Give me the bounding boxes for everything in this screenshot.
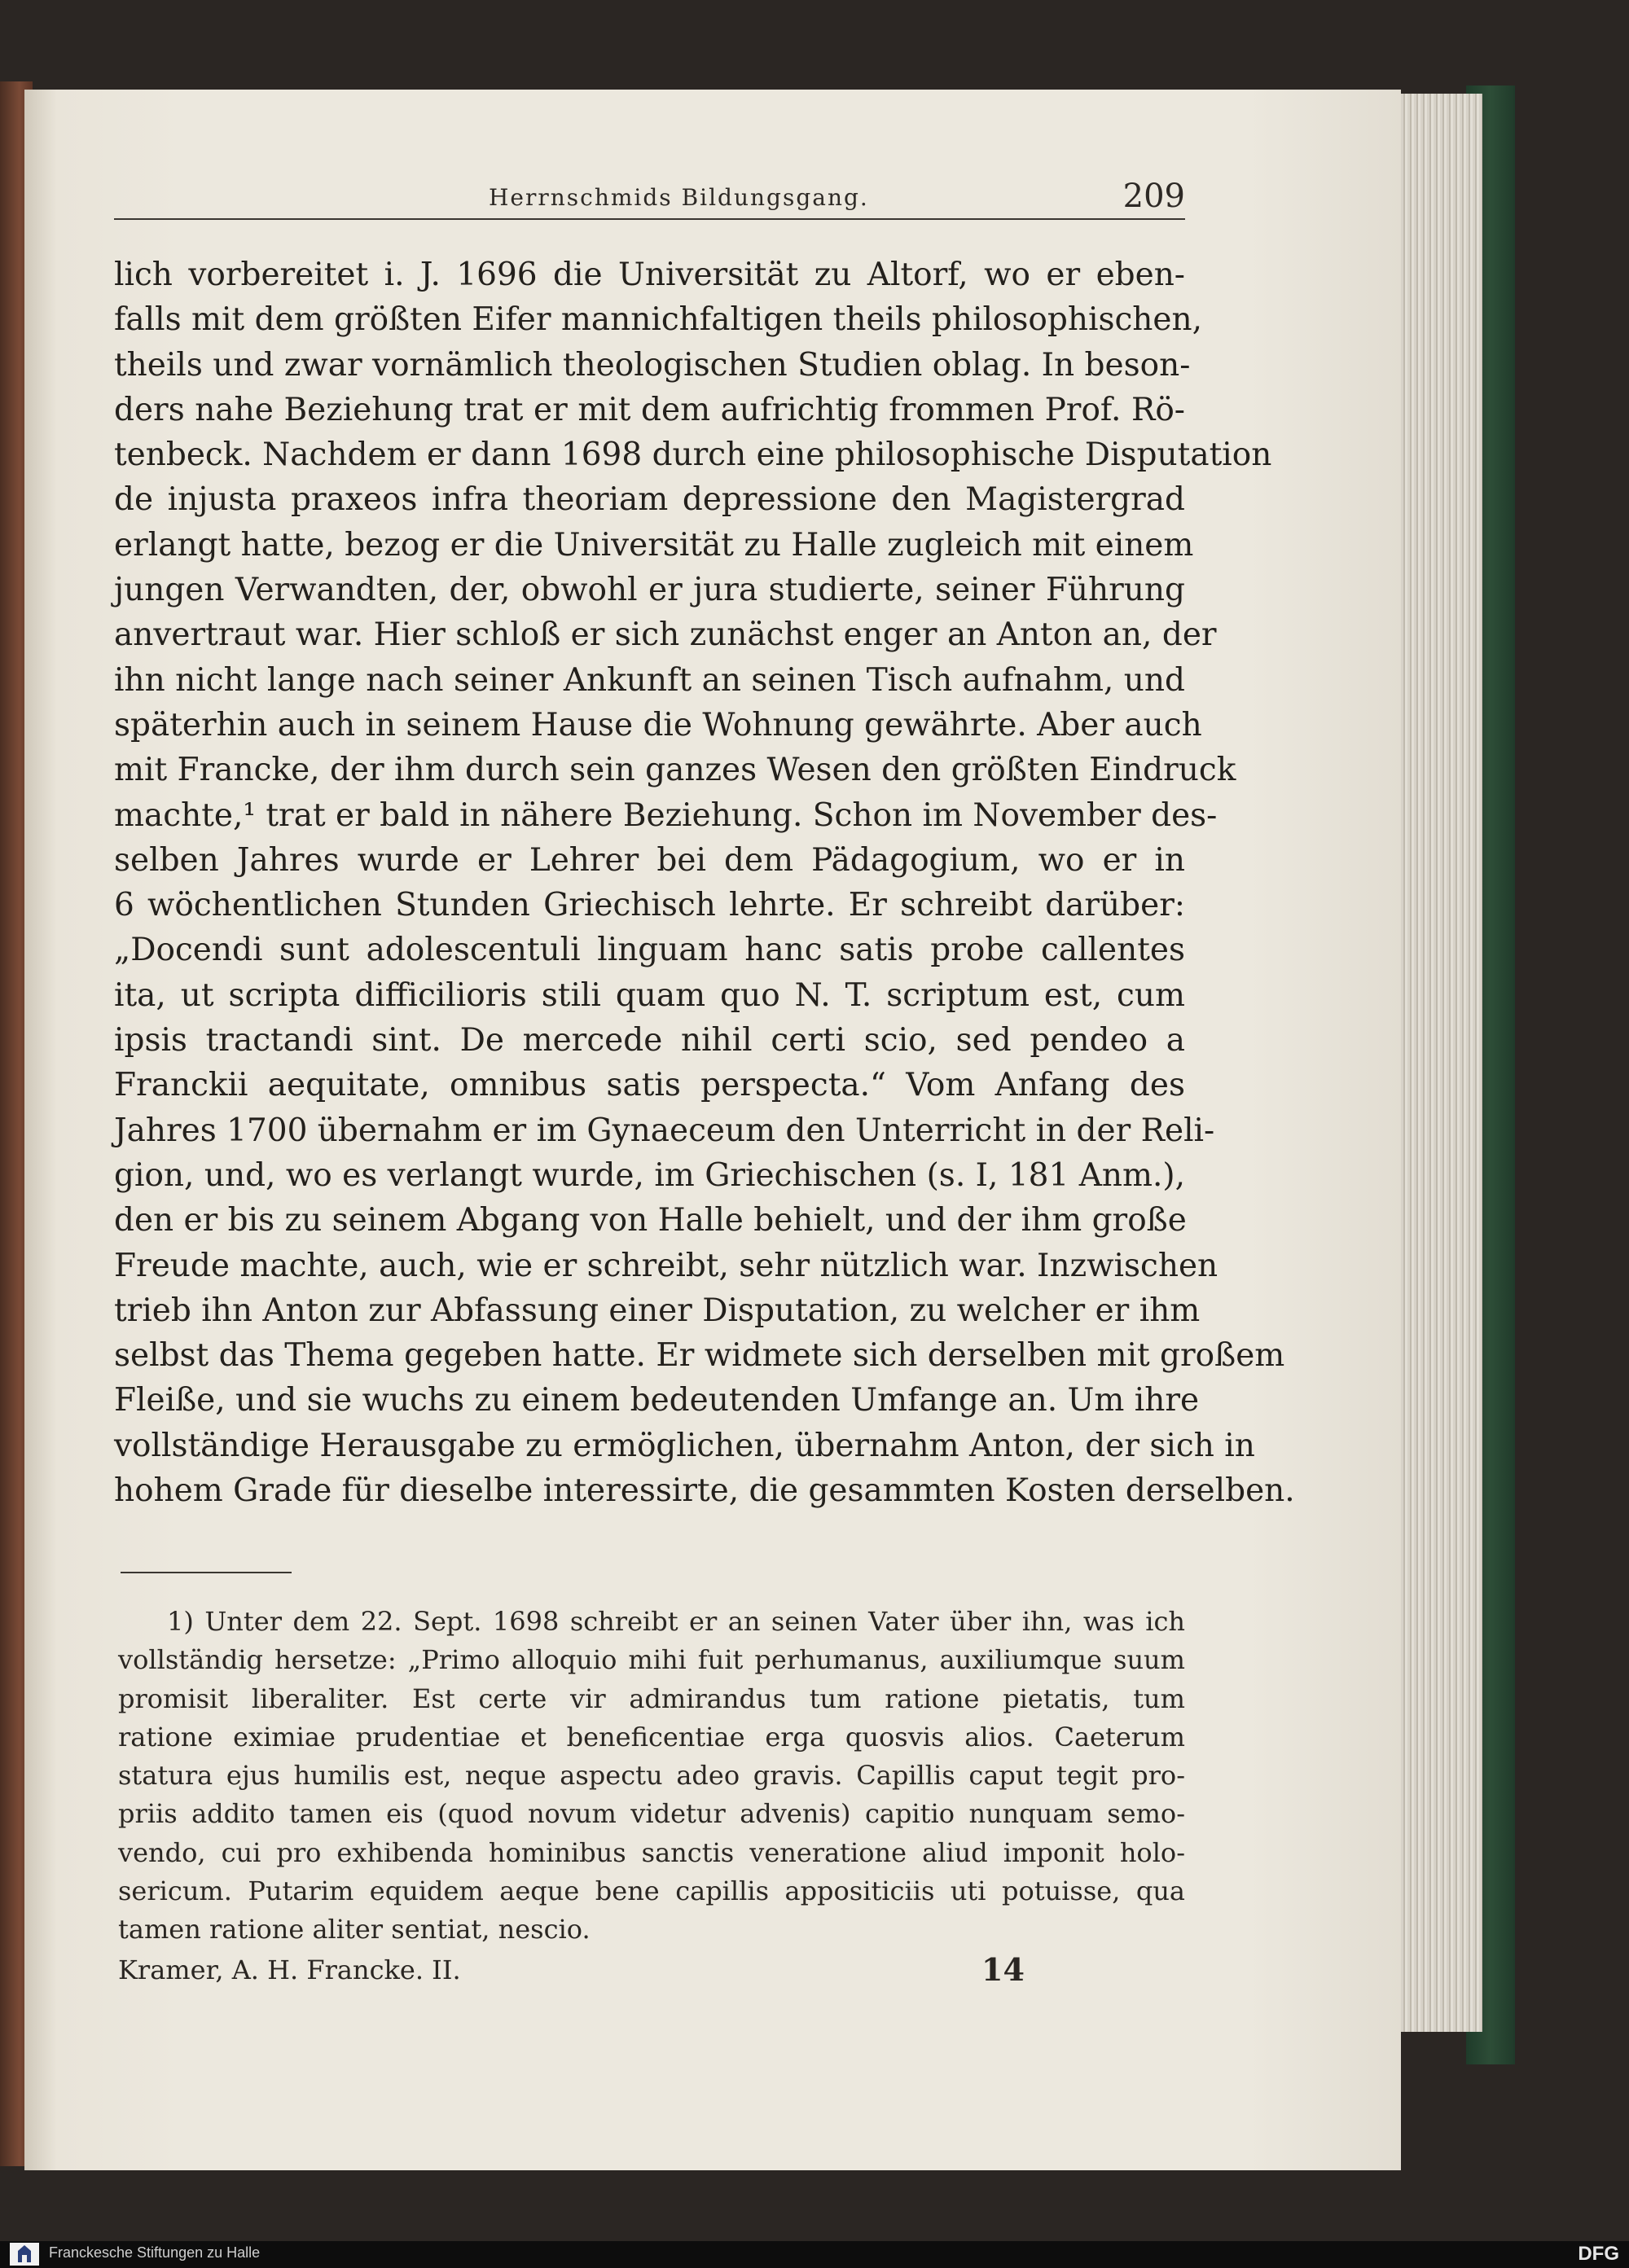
body-line: selbst das Thema gegeben hatte. Er widmete sich derselben mit großem <box>114 1337 1285 1375</box>
footnote-line: vollständig hersetze: „Primo alloquio mihi fuit perhumanus, auxiliumque suum <box>118 1644 1185 1676</box>
body-line: selben Jahres wurde er Lehrer bei dem Pädagogium, wo er in <box>114 841 1185 879</box>
footnote-line: priis addito tamen eis (quod novum videtur advenis) capitio nunquam semo- <box>118 1798 1185 1830</box>
dfg-logo: DFG <box>1578 2243 1619 2265</box>
footnote <box>118 1603 1185 1950</box>
institution-name: Franckesche Stiftungen zu Halle <box>49 2244 261 2261</box>
body-line: ihn nicht lange nach seiner Ankunft an seinen Tisch aufnahm, und <box>114 661 1185 699</box>
body-line: lich vorbereitet i. J. 1696 die Universität zu Altorf, wo er eben- <box>114 257 1185 293</box>
footnote-line: 1) Unter dem 22. Sept. 1698 schreibt er an seinen Vater über ihn, was ich <box>167 1606 1185 1637</box>
body-text <box>114 252 1295 1513</box>
footnote-line: statura ejus humilis est, neque aspectu adeo gravis. Capillis caput tegit pro- <box>118 1760 1185 1792</box>
body-line: gion, und, wo es verlangt wurde, im Griechischen (s. I, 181 Anm.), <box>114 1156 1185 1194</box>
body-line: Fleiße, und sie wuchs zu einem bedeutenden Umfange an. Um ihre <box>114 1382 1200 1419</box>
footnote-line: sericum. Putarim equidem aeque bene capillis appositiciis uti potuisse, qua <box>118 1875 1185 1907</box>
body-line: Jahres 1700 übernahm er im Gynaeceum den Unterricht in der Reli- <box>114 1112 1215 1149</box>
running-head: Herrnschmids Bildungsgang. <box>489 184 869 211</box>
body-line: machte,¹ trat er bald in nähere Beziehung. Schon im November des- <box>114 796 1218 834</box>
body-line: trieb ihn Anton zur Abfassung einer Disputation, zu welcher er ihm <box>114 1292 1201 1329</box>
footnote-rule <box>121 1572 292 1573</box>
body-line: 6 wöchentlichen Stunden Griechisch lehrte. Er schreibt darüber: <box>114 887 1185 924</box>
body-line: „Docendi sunt adolescentuli linguam hanc satis probe callentes <box>114 932 1185 969</box>
page-number: 209 <box>1122 178 1185 215</box>
body-line: ita, ut scripta difficilioris stili quam quo N. T. scriptum est, cum <box>114 976 1185 1014</box>
body-line: späterhin auch in seinem Hause die Wohnung gewährte. Aber auch <box>114 706 1202 744</box>
signature-text: Kramer, A. H. Francke. II. <box>118 1954 461 1985</box>
footnote-line: vendo, cui pro exhibenda hominibus sanctis veneratione aliud imponit holo- <box>118 1836 1185 1868</box>
body-line: ipsis tractandi sint. De mercede nihil certi scio, sed pendeo a <box>114 1022 1185 1059</box>
body-line: hohem Grade für dieselbe interessirte, die gesammten Kosten derselben. <box>114 1472 1295 1510</box>
body-line: den er bis zu seinem Abgang von Halle behielt, und der ihm große <box>114 1202 1187 1239</box>
body-line: anvertraut war. Hier schloß er sich zunächst enger an Anton an, der <box>114 616 1217 654</box>
body-line: Freude machte, auch, wie er schreibt, sehr nützlich war. Inzwischen <box>114 1247 1218 1284</box>
body-line: Franckii aequitate, omnibus satis perspecta.“ Vom Anfang des <box>114 1067 1185 1104</box>
body-line: tenbeck. Nachdem er dann 1698 durch eine philosophische Disputation <box>114 436 1272 474</box>
viewer-footer-bar <box>0 2241 1629 2268</box>
body-line: de injusta praxeos infra theoriam depressione den Magistergrad <box>114 481 1185 519</box>
body-line: jungen Verwandten, der, obwohl er jura studierte, seiner Führung <box>114 572 1185 609</box>
body-line: theils und zwar vornämlich theologischen Studien oblag. In beson- <box>114 346 1191 384</box>
body-line: mit Francke, der ihm durch sein ganzes Wesen den größten Eindruck <box>114 752 1236 789</box>
body-line: ders nahe Beziehung trat er mit dem aufrichtig frommen Prof. Rö- <box>114 391 1185 428</box>
footnote-line: tamen ratione aliter sentiat, nescio. <box>118 1914 591 1946</box>
sheet-number: 14 <box>981 1951 1025 1988</box>
footnote-line: promisit liberaliter. Est certe vir admirandus tum ratione pietatis, tum <box>118 1682 1185 1714</box>
body-line: vollständige Herausgabe zu ermöglichen, übernahm Anton, der sich in <box>114 1427 1255 1464</box>
body-line: erlangt hatte, bezog er die Universität zu Halle zugleich mit einem <box>114 526 1194 564</box>
body-line: falls mit dem größten Eifer mannichfaltigen theils philosophischen, <box>114 301 1203 339</box>
institution-logo-icon <box>10 2243 39 2266</box>
page-header <box>114 178 1185 220</box>
footnote-line: ratione eximiae prudentiae et beneficentiae erga quosvis alios. Caeterum <box>118 1721 1185 1753</box>
